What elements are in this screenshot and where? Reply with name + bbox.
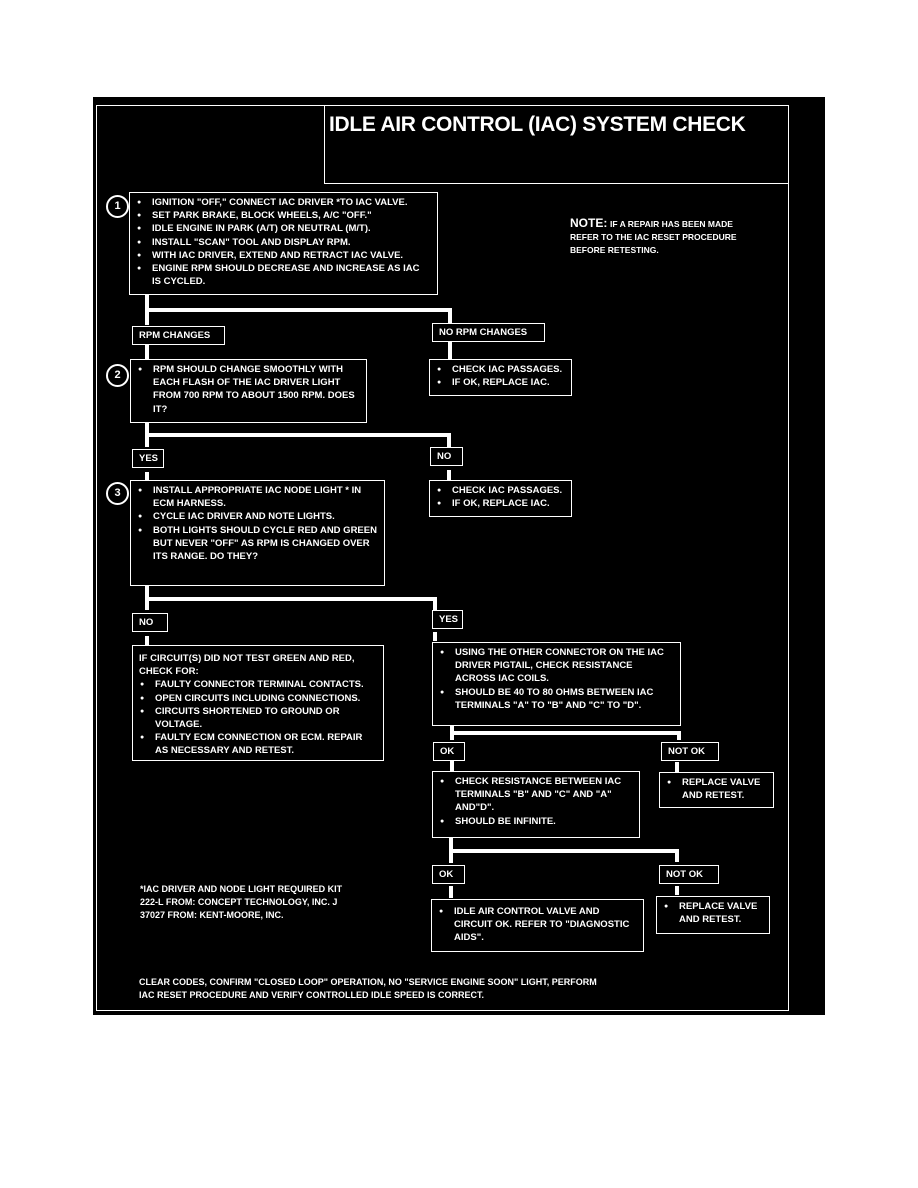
circuit-check-item: ● OPEN CIRCUITS INCLUDING CONNECTIONS. — [139, 692, 377, 705]
no-rpm-changes-label: NO RPM CHANGES — [432, 323, 545, 342]
note-block — [570, 217, 750, 257]
resistance-item: ● CHECK RESISTANCE BETWEEN IAC TERMINALS "B" AND "C" AND "A" AND"D". — [439, 775, 633, 815]
step-1-marker: 1 — [106, 195, 129, 218]
step-3-marker: 3 — [106, 482, 129, 505]
step-2-item: ● RPM SHOULD CHANGE SMOOTHLY WITH EACH FLASH OF THE IAC DRIVER LIGHT FROM 700 RPM TO ABOUT 1500 RPM. DOES IT? — [137, 363, 360, 416]
check-passages-item: ● CHECK IAC PASSAGES. — [436, 484, 565, 497]
circuit-ok-item: ● IDLE AIR CONTROL VALVE AND CIRCUIT OK. REFER TO "DIAGNOSTIC AIDS". — [438, 905, 637, 945]
circuit-check-item: ● CIRCUITS SHORTENED TO GROUND OR VOLTAGE. — [139, 705, 377, 731]
circuit-check-intro: IF CIRCUIT(S) DID NOT TEST GREEN AND RED, CHECK FOR: — [139, 653, 355, 678]
note-label: NOTE: — [570, 216, 608, 230]
check-passages-box-1 — [429, 359, 572, 396]
not-ok-label-2: NOT OK — [659, 865, 719, 884]
yes-label-1: YES — [132, 449, 164, 468]
step-1-item: ● SET PARK BRAKE, BLOCK WHEELS, A/C "OFF." — [136, 209, 431, 222]
check-passages-box-2 — [429, 480, 572, 517]
step-2-marker: 2 — [106, 364, 129, 387]
step-1-item: ● IDLE ENGINE IN PARK (A/T) OR NEUTRAL (M/T). — [136, 222, 431, 235]
replace-valve-box-1 — [659, 772, 774, 808]
circuit-ok-box — [431, 899, 644, 952]
step-1-item: ● INSTALL "SCAN" TOOL AND DISPLAY RPM. — [136, 236, 431, 249]
step-1-item: ● ENGINE RPM SHOULD DECREASE AND INCREASE AS IAC IS CYCLED. — [136, 262, 431, 288]
step-1-item: ● WITH IAC DRIVER, EXTEND AND RETRACT IAC VALVE. — [136, 249, 431, 262]
circuit-check-item: ● FAULTY ECM CONNECTION OR ECM. REPAIR AS NECESSARY AND RETEST. — [139, 731, 377, 757]
not-ok-label-1: NOT OK — [661, 742, 719, 761]
footnote: *IAC DRIVER AND NODE LIGHT REQUIRED KIT 222-L FROM: CONCEPT TECHNOLOGY, INC. J 37027 FROM: KENT-MOORE, INC. — [140, 884, 343, 920]
replace-valve-box-2 — [656, 896, 770, 934]
check-passages-item: ● IF OK, REPLACE IAC. — [436, 376, 565, 389]
resistance-box-2 — [432, 771, 640, 838]
step-3-item: ● INSTALL APPROPRIATE IAC NODE LIGHT * IN ECM HARNESS. — [137, 484, 378, 510]
resistance-item: ● SHOULD BE 40 TO 80 OHMS BETWEEN IAC TERMINALS "A" TO "B" AND "C" TO "D". — [439, 686, 674, 712]
resistance-box-1 — [432, 642, 681, 726]
check-passages-item: ● CHECK IAC PASSAGES. — [436, 363, 565, 376]
note-text: IF A REPAIR HAS BEEN MADE REFER TO THE IAC RESET PROCEDURE BEFORE RETESTING. — [570, 219, 737, 255]
ok-label-1: OK — [433, 742, 465, 761]
final-instruction: CLEAR CODES, CONFIRM "CLOSED LOOP" OPERATION, NO "SERVICE ENGINE SOON" LIGHT, PERFORM IAC RESET PROCEDURE AND VERIFY CONTROLLED IDLE SPEED IS CORRECT. — [139, 977, 597, 1000]
page-title: IDLE AIR CONTROL (IAC) SYSTEM CHECK — [329, 113, 746, 136]
step-1-item: ● IGNITION "OFF," CONNECT IAC DRIVER *TO IAC VALVE. — [136, 196, 431, 209]
circuit-check-item: ● FAULTY CONNECTOR TERMINAL CONTACTS. — [139, 678, 377, 691]
ok-label-2: OK — [432, 865, 465, 884]
circuit-check-box — [132, 645, 384, 761]
resistance-item: ● SHOULD BE INFINITE. — [439, 815, 633, 828]
resistance-item: ● USING THE OTHER CONNECTOR ON THE IAC DRIVER PIGTAIL, CHECK RESISTANCE ACROSS IAC COILS. — [439, 646, 674, 686]
rpm-changes-label: RPM CHANGES — [132, 326, 225, 345]
step-3-box — [130, 480, 385, 586]
step-2-box — [130, 359, 367, 423]
no-label-2: NO — [132, 613, 168, 632]
step-3-item: ● CYCLE IAC DRIVER AND NOTE LIGHTS. — [137, 510, 378, 523]
step-1-box — [129, 192, 438, 295]
replace-valve-item: ● REPLACE VALVE AND RETEST. — [663, 900, 763, 926]
replace-valve-item: ● REPLACE VALVE AND RETEST. — [666, 776, 767, 802]
step-3-item: ● BOTH LIGHTS SHOULD CYCLE RED AND GREEN BUT NEVER "OFF" AS RPM IS CHANGED OVER ITS RANGE. DO THEY? — [137, 524, 378, 564]
yes-label-2: YES — [432, 610, 463, 629]
flowchart-panel — [93, 97, 825, 1015]
check-passages-item: ● IF OK, REPLACE IAC. — [436, 497, 565, 510]
no-label-1: NO — [430, 447, 463, 466]
